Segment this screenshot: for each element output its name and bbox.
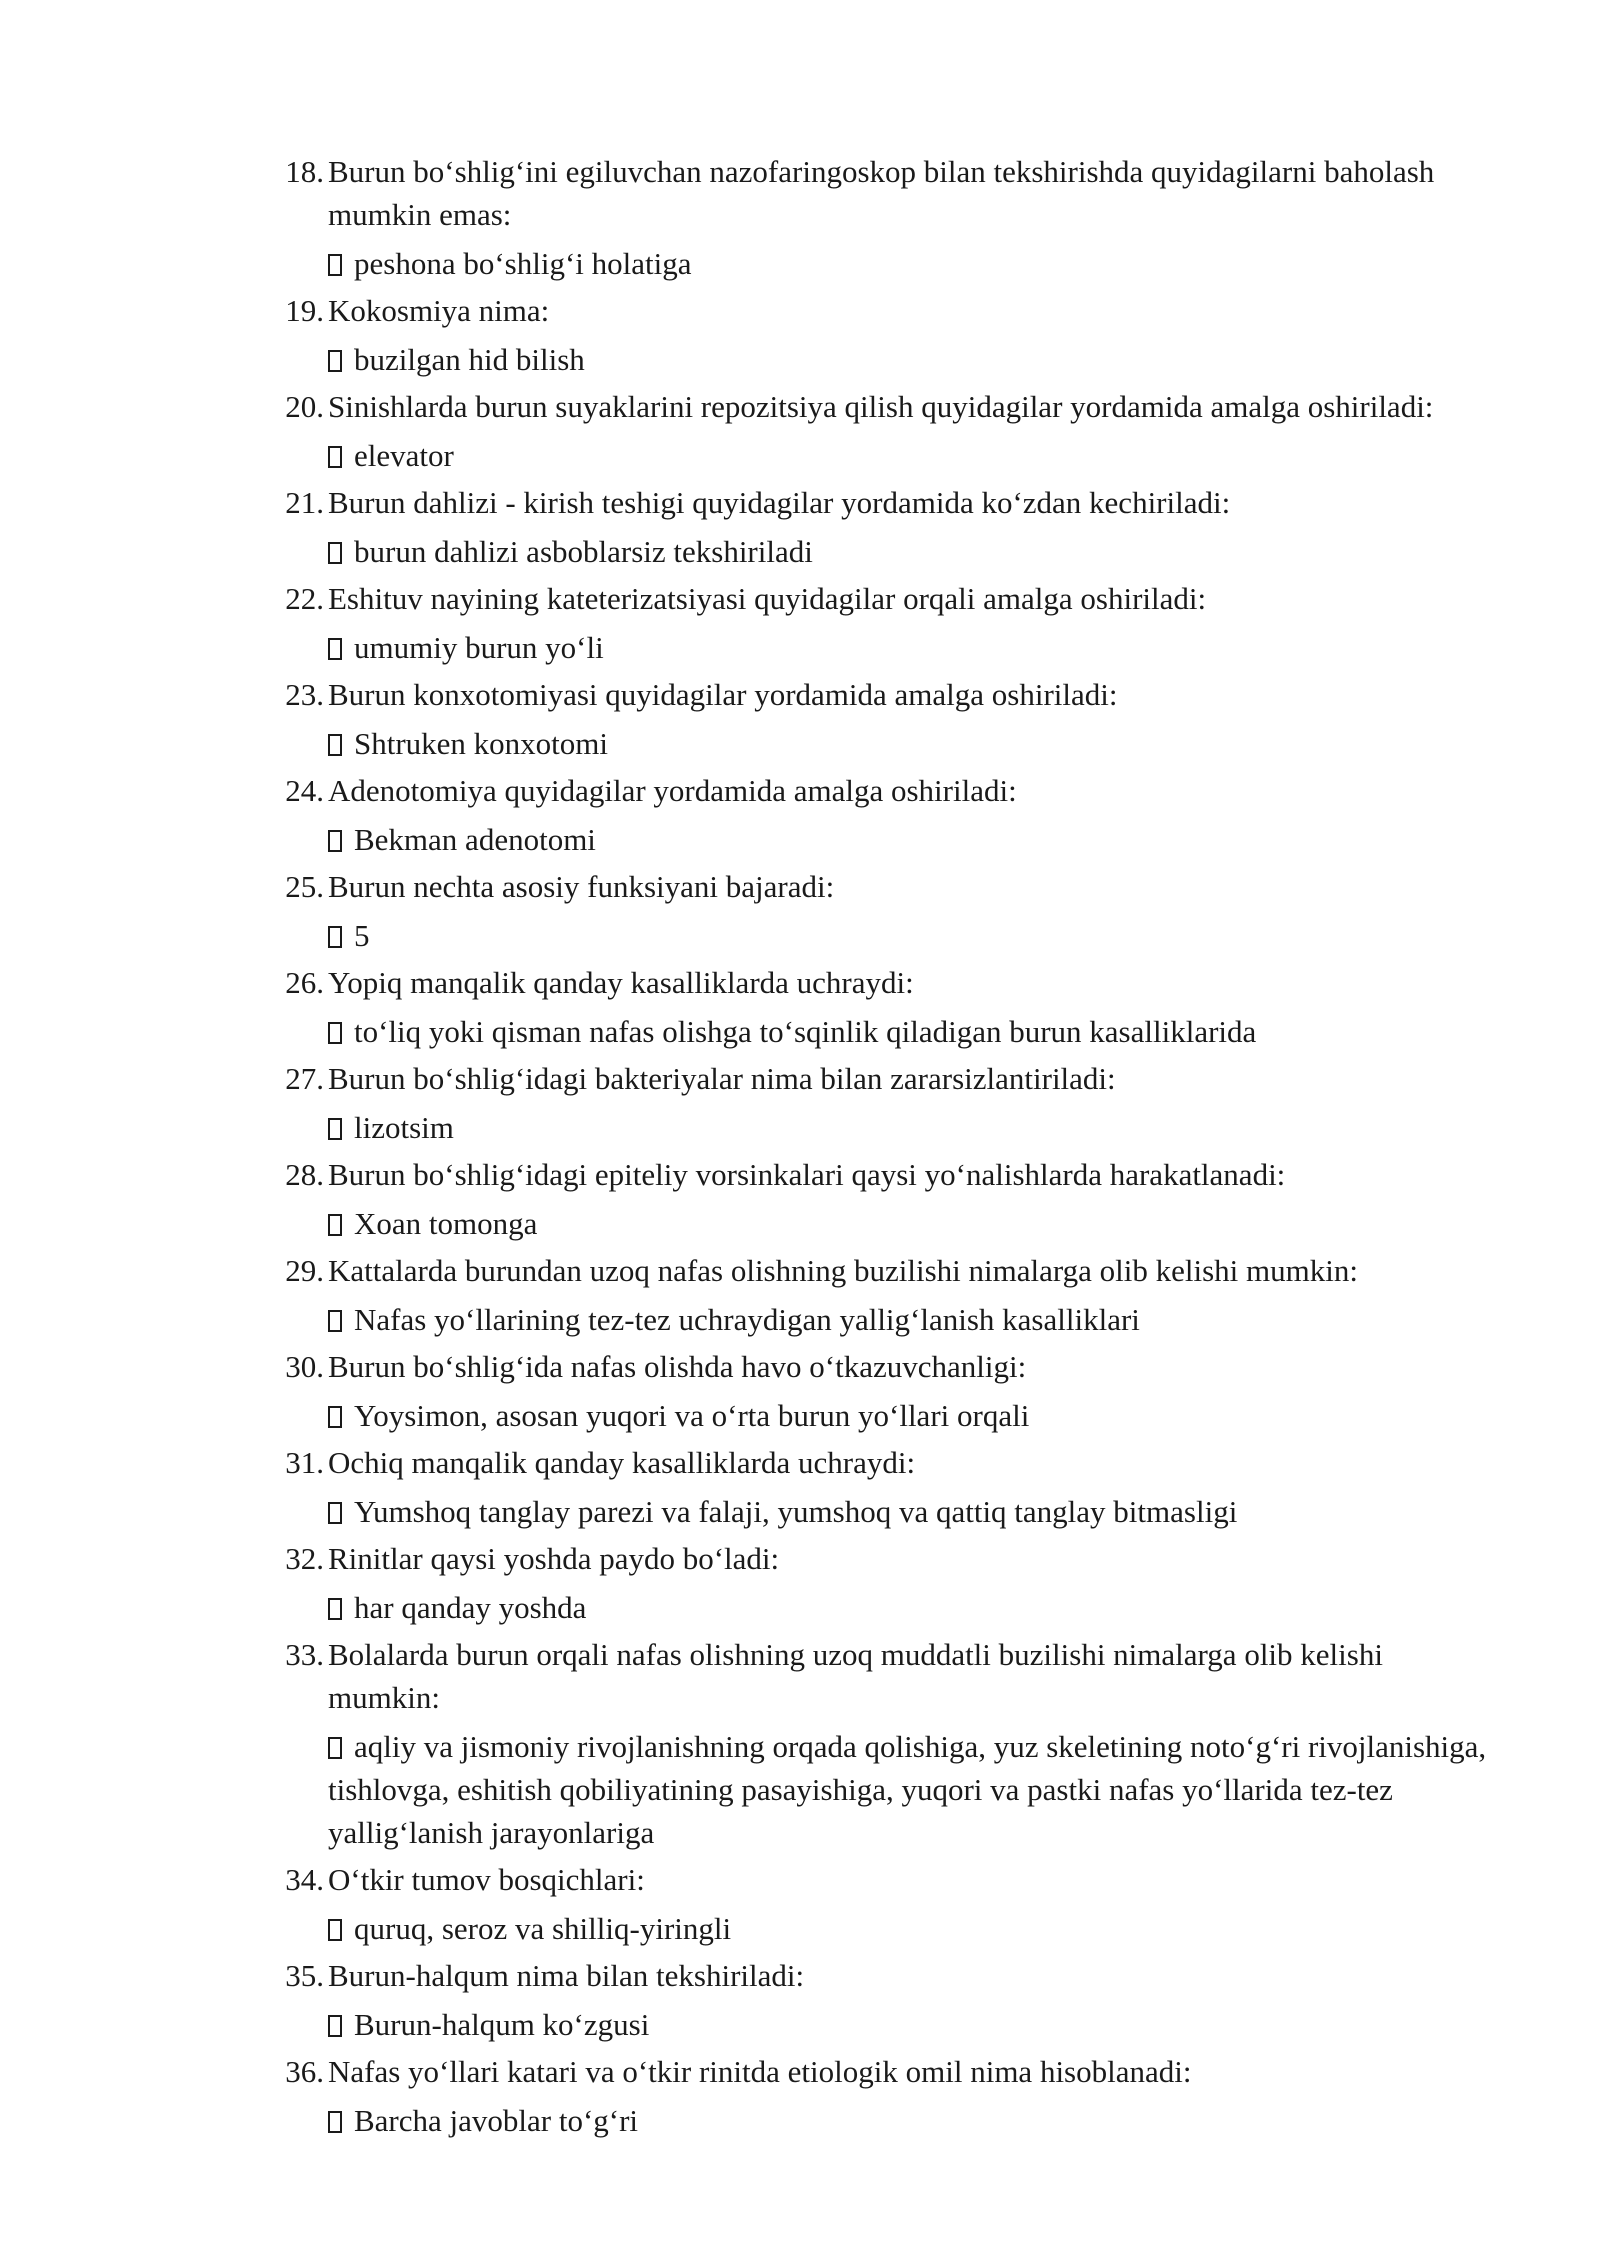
answer-text: lizotsim (354, 1110, 454, 1145)
answer-text: Xoan tomonga (354, 1206, 538, 1241)
question-item (270, 961, 1500, 1053)
answer-text: Shtruken konxotomi (354, 726, 609, 761)
question-text: Eshituv nayining kateterizatsiyasi quyidagilar orqali amalga oshiriladi: (328, 581, 1207, 616)
question-text: Sinishlarda burun suyaklarini repozitsiya qilish quyidagilar yordamida amalga oshiriladi: (328, 389, 1434, 424)
question-item (270, 577, 1500, 669)
answer-box-icon (328, 926, 342, 948)
answer-box-icon (328, 1118, 342, 1140)
question-text: Burun konxotomiyasi quyidagilar yordamida amalga oshiriladi: (328, 677, 1118, 712)
question-item (270, 1858, 1500, 1950)
answer-line (328, 722, 1500, 765)
question-number: 35. (285, 1958, 324, 1993)
answer-text: Barcha javoblar to‘g‘ri (354, 2103, 639, 2138)
answer-box-icon (328, 830, 342, 852)
question-list (270, 150, 1500, 2146)
answer-box-icon (328, 1502, 342, 1524)
question-number: 22. (285, 581, 324, 616)
question-number: 25. (285, 869, 324, 904)
answer-text: burun dahlizi asboblarsiz tekshiriladi (354, 534, 813, 569)
question-item (270, 1249, 1500, 1341)
question-text: Kokosmiya nima: (328, 293, 550, 328)
answer-line (328, 338, 1500, 381)
question-item (270, 865, 1500, 957)
answer-text: Yumshoq tanglay parezi va falaji, yumshoq va qattiq tanglay bitmasligi (354, 1494, 1238, 1529)
question-item (270, 769, 1500, 861)
answer-text: har qanday yoshda (354, 1590, 587, 1625)
answer-box-icon (328, 446, 342, 468)
answer-box-icon (328, 542, 342, 564)
question-text: Adenotomiya quyidagilar yordamida amalga oshiriladi: (328, 773, 1017, 808)
question-number: 26. (285, 965, 324, 1000)
question-text: Burun bo‘shlig‘idagi epiteliy vorsinkalari qaysi yo‘nalishlarda harakatlanadi: (328, 1157, 1286, 1192)
answer-box-icon (328, 1022, 342, 1044)
answer-line (328, 1490, 1500, 1533)
question-text: O‘tkir tumov bosqichlari: (328, 1862, 645, 1897)
answer-text: 5 (354, 918, 370, 953)
question-item (270, 1345, 1500, 1437)
question-item (270, 1954, 1500, 2046)
answer-box-icon (328, 254, 342, 276)
question-text: Rinitlar qaysi yoshda paydo bo‘ladi: (328, 1541, 780, 1576)
question-number: 21. (285, 485, 324, 520)
question-item (270, 1153, 1500, 1245)
answer-line (328, 1010, 1500, 1053)
answer-box-icon (328, 1919, 342, 1941)
question-number: 32. (285, 1541, 324, 1576)
answer-line (328, 626, 1500, 669)
question-item (270, 1057, 1500, 1149)
answer-box-icon (328, 638, 342, 660)
answer-text: Nafas yo‘llarining tez-tez uchraydigan yallig‘lanish kasalliklari (354, 1302, 1140, 1337)
answer-line (328, 1907, 1500, 1950)
answer-line (328, 242, 1500, 285)
question-number: 27. (285, 1061, 324, 1096)
answer-text: aqliy va jismoniy rivojlanishning orqada qolishiga, yuz skeletining noto‘g‘ri rivojlanishiga, tishlovga, eshitish qobiliyatining pasayishiga, yuqori va pastki nafas yo‘llarida tez-tez yallig‘lanish jarayonlariga (328, 1729, 1487, 1850)
answer-text: to‘liq yoki qisman nafas olishga to‘sqinlik qiladigan burun kasalliklarida (354, 1014, 1257, 1049)
question-number: 20. (285, 389, 324, 424)
answer-text: Bekman adenotomi (354, 822, 596, 857)
answer-line (328, 1106, 1500, 1149)
answer-box-icon (328, 734, 342, 756)
question-number: 23. (285, 677, 324, 712)
answer-line (328, 1202, 1500, 1245)
question-number: 18. (285, 154, 324, 189)
question-number: 33. (285, 1637, 324, 1672)
answer-box-icon (328, 1310, 342, 1332)
question-text: Ochiq manqalik qanday kasalliklarda uchraydi: (328, 1445, 916, 1480)
answer-box-icon (328, 1214, 342, 1236)
question-text: Burun nechta asosiy funksiyani bajaradi: (328, 869, 835, 904)
answer-text: peshona bo‘shlig‘i holatiga (354, 246, 692, 281)
answer-line (328, 2099, 1500, 2142)
question-item (270, 673, 1500, 765)
question-number: 30. (285, 1349, 324, 1384)
answer-text: elevator (354, 438, 454, 473)
question-text: Yopiq manqalik qanday kasalliklarda uchraydi: (328, 965, 914, 1000)
answer-line (328, 1394, 1500, 1437)
question-item (270, 1633, 1500, 1854)
question-number: 34. (285, 1862, 324, 1897)
question-text: Nafas yo‘llari katari va o‘tkir rinitda etiologik omil nima hisoblanadi: (328, 2054, 1192, 2089)
answer-line (328, 1586, 1500, 1629)
question-number: 19. (285, 293, 324, 328)
question-text: Burun bo‘shlig‘ida nafas olishda havo o‘tkazuvchanligi: (328, 1349, 1027, 1384)
answer-line (328, 530, 1500, 573)
answer-line (328, 2003, 1500, 2046)
question-item (270, 1537, 1500, 1629)
question-number: 29. (285, 1253, 324, 1288)
answer-box-icon (328, 1737, 342, 1759)
question-item (270, 2050, 1500, 2142)
answer-line (328, 434, 1500, 477)
answer-line (328, 1298, 1500, 1341)
question-number: 31. (285, 1445, 324, 1480)
answer-box-icon (328, 2015, 342, 2037)
question-item (270, 150, 1500, 285)
question-text: Burun dahlizi - kirish teshigi quyidagilar yordamida ko‘zdan kechiriladi: (328, 485, 1231, 520)
question-text: Burun bo‘shlig‘ini egiluvchan nazofaringoskop bilan tekshirishda quyidagilarni baholash mumkin emas: (328, 154, 1435, 232)
question-item (270, 481, 1500, 573)
answer-line (328, 1725, 1500, 1854)
answer-text: Burun-halqum ko‘zgusi (354, 2007, 650, 2042)
question-number: 36. (285, 2054, 324, 2089)
question-number: 24. (285, 773, 324, 808)
answer-box-icon (328, 2111, 342, 2133)
question-text: Bolalarda burun orqali nafas olishning uzoq muddatli buzilishi nimalarga olib kelishi mumkin: (328, 1637, 1383, 1715)
question-item (270, 1441, 1500, 1533)
answer-box-icon (328, 350, 342, 372)
answer-text: Yoysimon, asosan yuqori va o‘rta burun yo‘llari orqali (354, 1398, 1030, 1433)
question-number: 28. (285, 1157, 324, 1192)
question-text: Burun-halqum nima bilan tekshiriladi: (328, 1958, 805, 1993)
answer-box-icon (328, 1598, 342, 1620)
question-item (270, 289, 1500, 381)
question-text: Kattalarda burundan uzoq nafas olishning buzilishi nimalarga olib kelishi mumkin: (328, 1253, 1358, 1288)
answer-line (328, 914, 1500, 957)
question-text: Burun bo‘shlig‘idagi bakteriyalar nima bilan zararsizlantiriladi: (328, 1061, 1116, 1096)
answer-box-icon (328, 1406, 342, 1428)
answer-text: umumiy burun yo‘li (354, 630, 604, 665)
question-item (270, 385, 1500, 477)
answer-text: quruq, seroz va shilliq-yiringli (354, 1911, 732, 1946)
answer-text: buzilgan hid bilish (354, 342, 585, 377)
answer-line (328, 818, 1500, 861)
